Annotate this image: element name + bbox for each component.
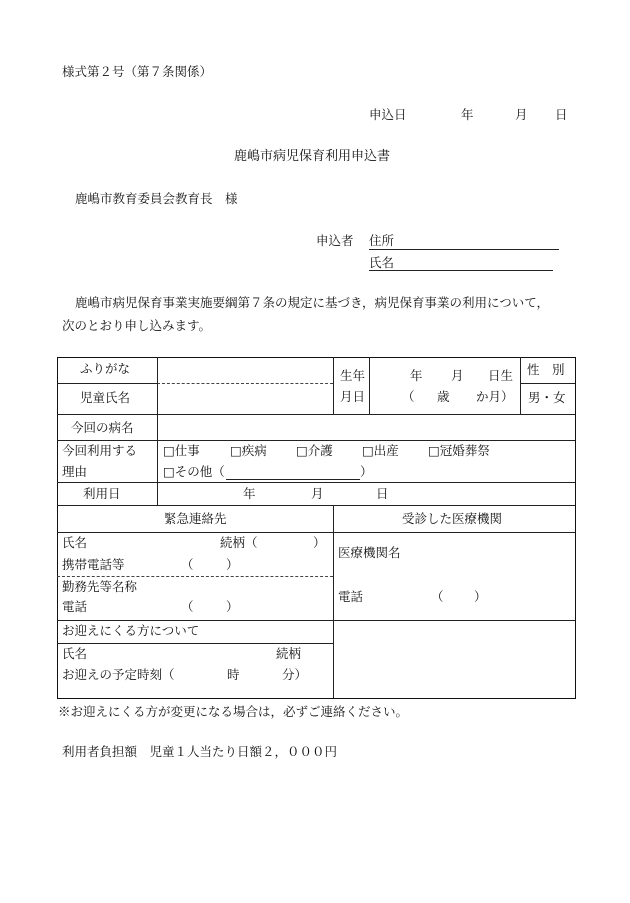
reason-label-2: 理由 [62, 464, 88, 479]
furigana-divider [57, 383, 157, 384]
application-date-day: 日 [555, 107, 568, 122]
row-divider [57, 440, 575, 441]
emergency-phone-paren-close: ） [226, 599, 239, 614]
illness-label: 今回の病名 [71, 420, 134, 435]
emergency-mobile-paren-open: （ [181, 557, 194, 572]
birth-month: 月 [451, 368, 464, 383]
clinic-header: 受診した医療機関 [402, 511, 503, 526]
birth-label-1: 生年 [340, 368, 366, 383]
pickup-relation-label: 続柄 [276, 646, 302, 661]
addressee: 鹿嶋市教育委員会教育長 様 [75, 191, 238, 206]
clinic-phone-label: 電話 [338, 589, 364, 604]
pickup-header: お迎えにくる方について [62, 623, 200, 638]
emergency-dashed-divider [57, 576, 333, 577]
birth-column-divider [333, 357, 334, 414]
sex-column-divider [520, 357, 521, 414]
birth-day: 日生 [488, 368, 514, 383]
reason-option-illness: □疾病 [230, 443, 267, 458]
emergency-workplace-label: 勤務先等名称 [62, 579, 138, 594]
emergency-header: 緊急連絡先 [164, 511, 227, 526]
pickup-minute: 分） [282, 667, 308, 682]
application-date-year: 年 [461, 107, 474, 122]
clinic-phone-paren-close: ） [474, 589, 487, 604]
reason-option-other: □その他（ [163, 464, 225, 479]
applicant-label: 申込者 [316, 233, 354, 248]
use-date-day: 日 [376, 486, 389, 501]
reason-other-underline [226, 479, 360, 480]
furigana-label: ふりがな [80, 361, 131, 376]
emergency-mobile-label: 携帯電話等 [62, 557, 125, 572]
applicant-name-underline [369, 270, 553, 271]
row-divider [57, 482, 575, 483]
clinic-phone-paren-open: （ [431, 589, 444, 604]
use-date-month: 月 [311, 486, 324, 501]
emergency-mobile-paren-close: ） [226, 557, 239, 572]
reason-option-ceremony: □冠婚葬祭 [428, 443, 490, 458]
intro-line-1: 鹿嶋市病児保育事業実施要綱第７条の規定に基づき，病児保育事業の利用について， [75, 295, 550, 310]
use-date-label: 利用日 [83, 486, 121, 501]
application-table [57, 357, 576, 699]
age-years: 歳 [437, 389, 450, 404]
emergency-name-label: 氏名 [62, 535, 88, 550]
row-divider [57, 414, 575, 415]
pickup-time-label: お迎えの予定時刻（ [62, 667, 175, 682]
reason-option-work: □仕事 [163, 443, 200, 458]
reason-other-paren-close: ） [360, 464, 373, 479]
birth-label-2: 月日 [340, 389, 366, 404]
applicant-address-label: 住所 [369, 233, 395, 248]
intro-line-2: 次のとおり申し込みます。 [62, 318, 212, 333]
emergency-relation-paren-close: ） [313, 535, 326, 550]
application-date-label: 申込日 [369, 107, 407, 122]
pickup-divider [57, 643, 333, 644]
contact-column-divider [333, 505, 334, 698]
fee-note: 利用者負担額 児童１人当たり日額２，０００円 [62, 744, 338, 759]
label-column-divider [157, 357, 158, 505]
sex-label: 性 別 [527, 362, 565, 377]
age-months: か月） [476, 389, 514, 404]
application-date-month: 月 [515, 107, 528, 122]
emergency-phone-paren-open: （ [181, 599, 194, 614]
clinic-name-label: 医療機関名 [338, 545, 401, 560]
row-divider [57, 620, 575, 621]
age-paren-open: （ [402, 389, 415, 404]
row-divider [57, 505, 575, 506]
pickup-hour: 時 [227, 667, 240, 682]
use-date-year: 年 [243, 486, 256, 501]
furigana-dashed-divider [157, 383, 333, 384]
reason-label-1: 今回利用する [62, 443, 138, 458]
sex-divider [520, 383, 575, 384]
emergency-phone-label: 電話 [62, 599, 88, 614]
pickup-change-note: ※お迎えにくる方が変更になる場合は，必ずご連絡ください。 [58, 704, 409, 719]
applicant-name-label: 氏名 [369, 255, 395, 270]
reason-option-birth: □出産 [362, 443, 399, 458]
child-name-label: 児童氏名 [80, 390, 131, 405]
sex-options: 男・女 [528, 390, 566, 405]
applicant-address-underline [369, 249, 559, 250]
form-number: 様式第２号（第７条関係） [62, 64, 213, 79]
pickup-name-label: 氏名 [62, 646, 88, 661]
emergency-relation-label: 続柄（ [220, 535, 258, 550]
birth-year: 年 [410, 368, 423, 383]
row-divider [57, 532, 575, 533]
document-title: 鹿嶋市病児保育利用申込書 [234, 149, 391, 164]
reason-option-care: □介護 [296, 443, 333, 458]
birth-label-divider [369, 357, 370, 414]
